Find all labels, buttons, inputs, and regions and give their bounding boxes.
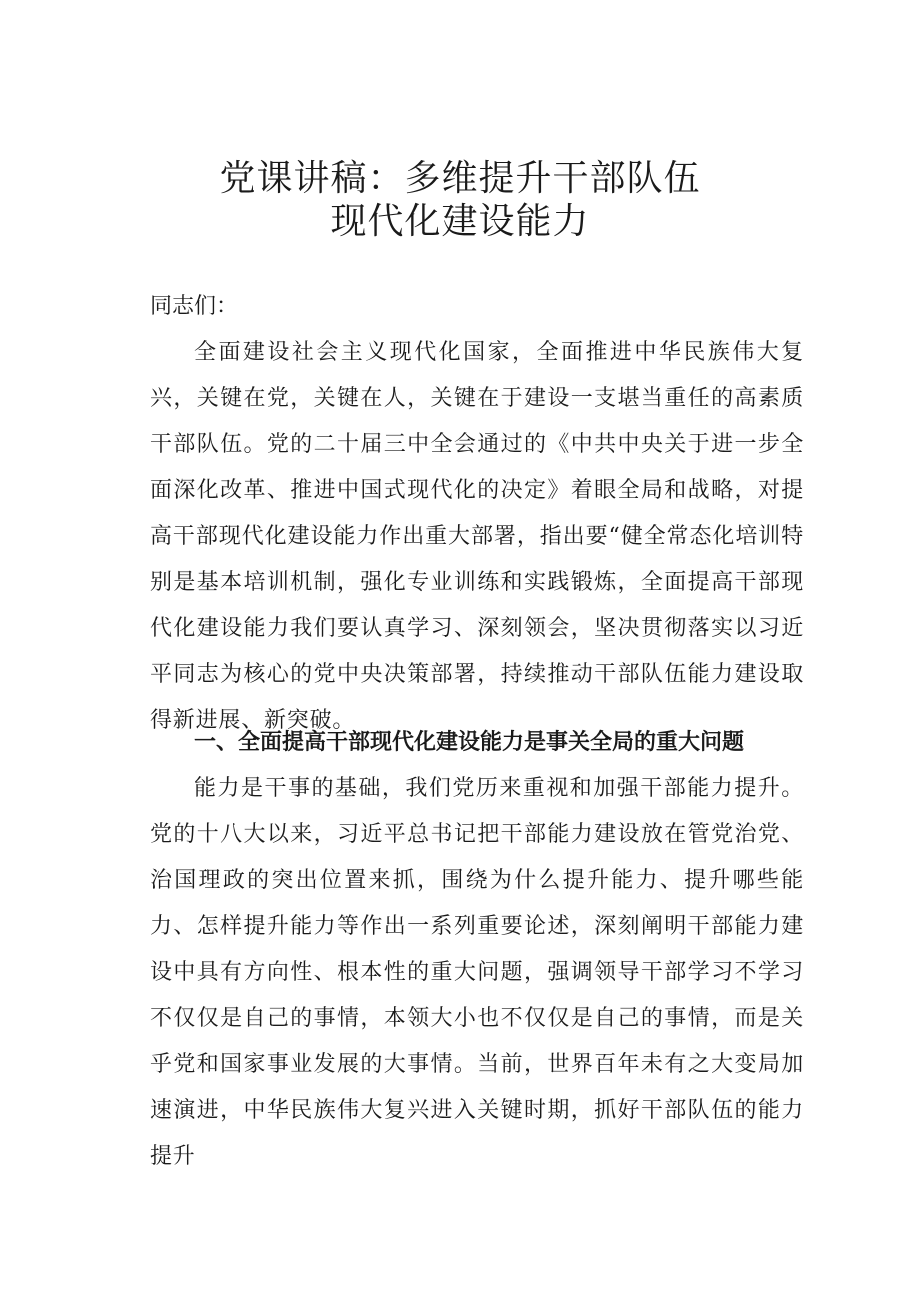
document-title-line-1: 党课讲稿：多维提升干部队伍	[219, 158, 701, 199]
document-title-line-2: 现代化建设能力	[330, 201, 590, 242]
paragraph-intro: 全面建设社会主义现代化国家，全面推进中华民族伟大复兴，关键在党，关键在人，关键在于建设一支堪当重任的高素质干部队伍。党的二十届三中全会通过的《中共中央关于进一步全面深化改革、推进中国式现代化的决定》着眼全局和战略，对提高干部现代化建设能力作出重大部署，指出要“健全常态化培训特别是基本培训机制，强化专业训练和实践锻炼，全面提高干部现代化建设能力我们要认真学习、深刻领会，坚决贯彻落实以习近平同志为核心的党中央决策部署，持续推动干部队伍能力建设取得新进展、新突破。	[150, 340, 804, 733]
paragraph-section-1: 能力是干事的基础，我们党历来重视和加强干部能力提升。党的十八大以来，习近平总书记把干部能力建设放在管党治党、治国理政的突出位置来抓，围绕为什么提升能力、提升哪些能力、怎样提升能力等作出一系列重要论述，深刻阐明干部能力建设中具有方向性、根本性的重大问题，强调领导干部学习不学习不仅仅是自己的事情，本领大小也不仅仅是自己的事情，而是关乎党和国家事业发展的大事情。当前，世界百年未有之大变局加速演进，中华民族伟大复兴进入关键时期，抓好干部队伍的能力提升	[150, 776, 804, 1169]
section-heading-1: 一、全面提高干部现代化建设能力是事关全局的重大问题	[194, 730, 745, 755]
salutation: 同志们：	[150, 294, 239, 319]
